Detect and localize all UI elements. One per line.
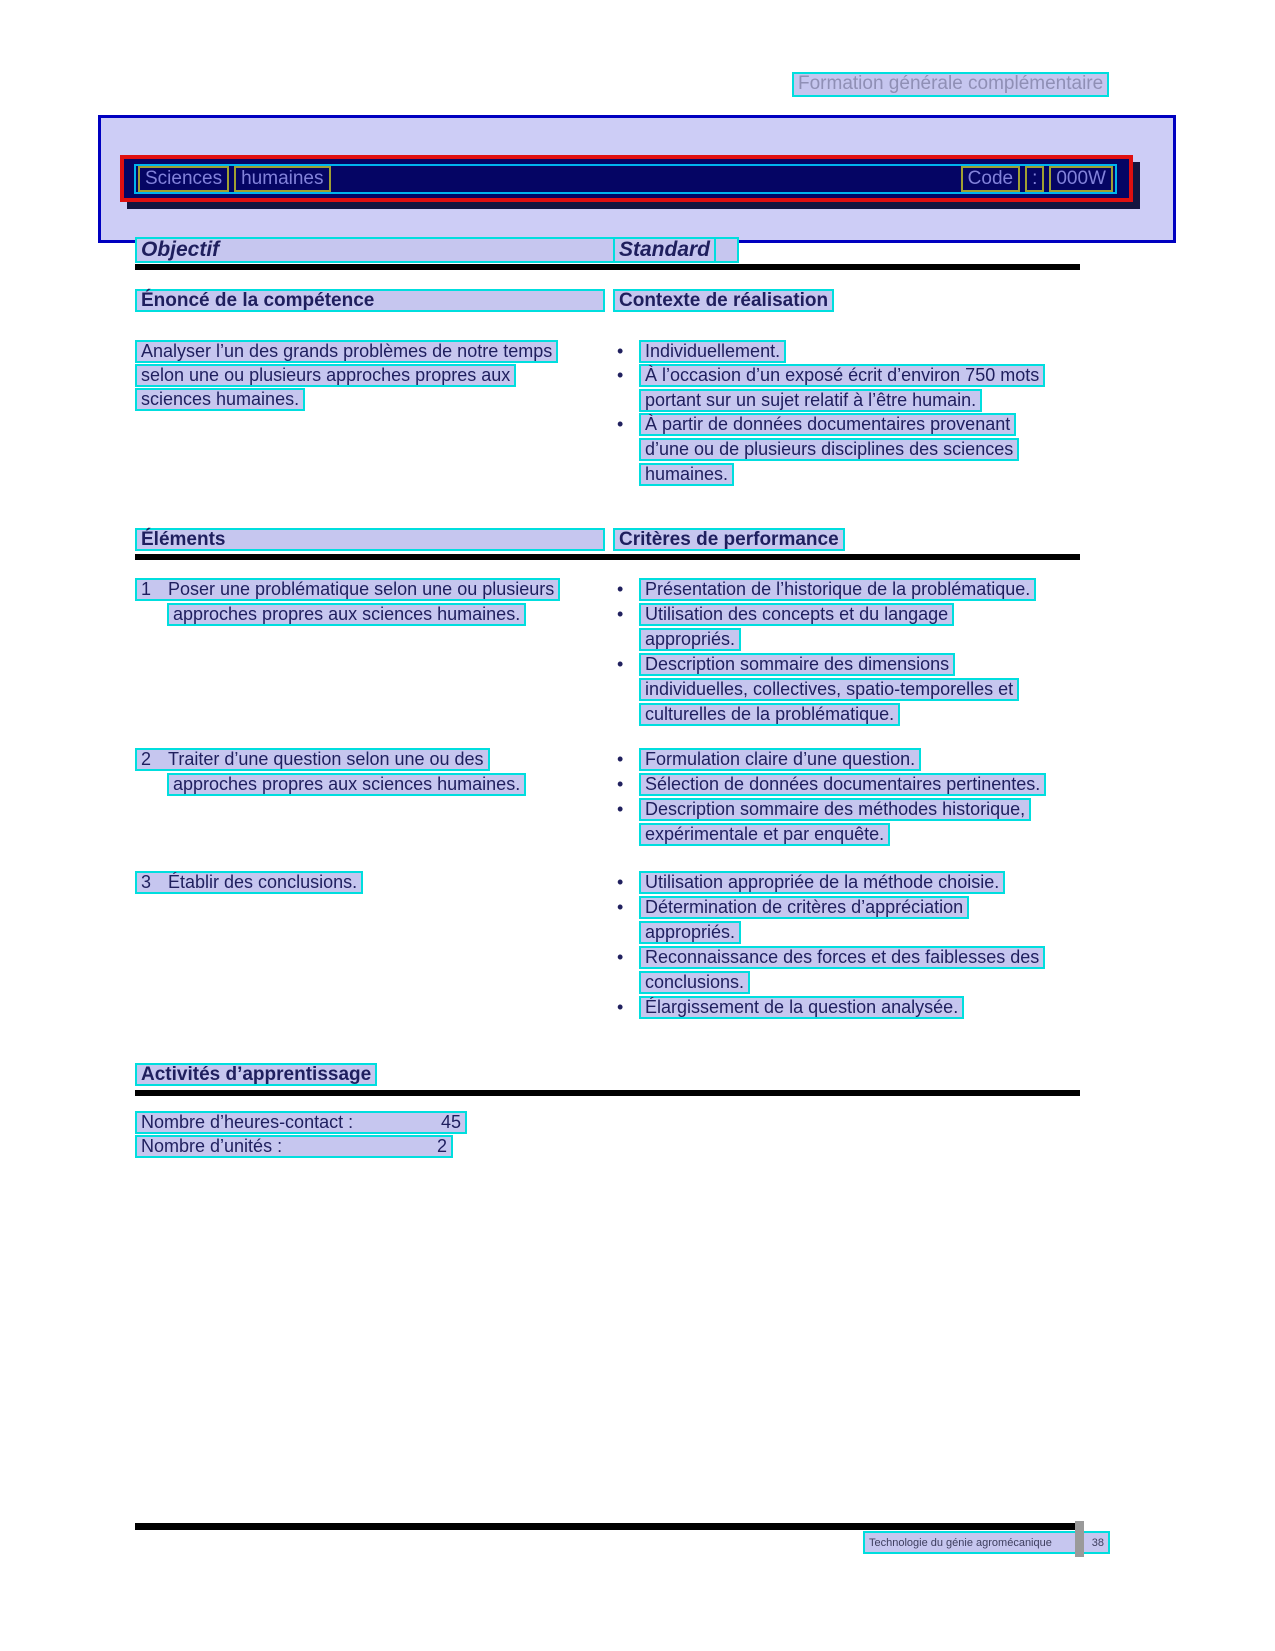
- footer-rule: [135, 1523, 1080, 1530]
- subheading-contexte: Contexte de réalisation: [613, 289, 834, 312]
- footer-program-name: Technologie du génie agromécanique: [869, 1536, 1052, 1549]
- criteria-line: Utilisation des concepts et du langage: [639, 603, 954, 626]
- bullet-icon: [617, 603, 639, 626]
- criteria-line: expérimentale et par enquête.: [639, 823, 890, 846]
- criteria-line: appropriés.: [639, 921, 741, 944]
- contexte-bullet-list: [617, 340, 1045, 486]
- criteria-line: Élargissement de la question analysée.: [639, 996, 964, 1019]
- bullet-icon: [617, 798, 639, 821]
- divider-rule: [135, 1090, 1080, 1096]
- subheading-elements: Éléments: [135, 528, 605, 551]
- element-number: 2: [141, 749, 152, 769]
- criteria-line: Description sommaire des dimensions: [639, 653, 955, 676]
- units-row: [135, 1135, 453, 1158]
- course-banner-bar: [120, 155, 1133, 202]
- bullet-item: [617, 364, 1045, 412]
- bullet-item: [617, 896, 969, 944]
- element-first-line: [135, 748, 490, 771]
- criteria-line: Description sommaire des méthodes historique,: [639, 798, 1031, 821]
- code-label: Code: [961, 166, 1020, 192]
- bullet-icon: [617, 340, 639, 363]
- bullet-icon: [617, 871, 639, 894]
- units-label: Nombre d’unités :: [141, 1136, 283, 1156]
- course-title-word: humaines: [234, 166, 330, 192]
- enonce-line: sciences humaines.: [135, 388, 305, 411]
- hours-contact-label: Nombre d’heures-contact :: [141, 1112, 354, 1132]
- bullet-icon: [617, 946, 639, 969]
- bullet-item: [617, 340, 786, 363]
- units-value: 2: [436, 1136, 447, 1156]
- criteria-line: Formulation claire d’une question.: [639, 748, 921, 771]
- footer-page-number: 38: [1091, 1536, 1104, 1549]
- criteria-line: appropriés.: [639, 628, 741, 651]
- bullet-item: [617, 603, 954, 651]
- bullet-line: À l’occasion d’un exposé écrit d’environ 750 mots: [639, 364, 1045, 387]
- bullet-line: humaines.: [639, 463, 734, 486]
- banner-panel: [98, 115, 1176, 243]
- running-head: Formation générale complémentaire: [792, 72, 1109, 97]
- bullet-item: [617, 748, 921, 771]
- bullet-icon: [617, 364, 639, 387]
- criteria-line: Utilisation appropriée de la méthode choisie.: [639, 871, 1005, 894]
- element-number: 1: [141, 579, 152, 599]
- footer: [863, 1531, 1110, 1554]
- subheading-enonce: Énoncé de la compétence: [135, 289, 605, 312]
- code-colon: :: [1025, 166, 1044, 192]
- bullet-item: [617, 653, 1019, 726]
- element-number: 3: [141, 872, 152, 892]
- element-row-3-left: [135, 871, 363, 894]
- section-marker-icon: [1075, 1521, 1084, 1557]
- element-line: Établir des conclusions.: [168, 872, 358, 892]
- enonce-paragraph: [135, 340, 558, 411]
- bullet-item: [617, 946, 1045, 994]
- bullet-item: [617, 578, 1036, 601]
- element-row-3-criteria: [617, 871, 1045, 1019]
- course-title-word: Sciences: [138, 166, 229, 192]
- element-line: Traiter d’une question selon une ou des: [168, 749, 484, 769]
- element-line: approches propres aux sciences humaines.: [167, 603, 526, 626]
- hours-contact-value: 45: [440, 1112, 461, 1132]
- element-row-1-criteria: [617, 578, 1036, 726]
- criteria-line: conclusions.: [639, 971, 750, 994]
- criteria-line: Reconnaissance des forces et des faiblesses des: [639, 946, 1045, 969]
- bullet-item: [617, 798, 1031, 846]
- bullet-icon: [617, 996, 639, 1019]
- subheading-criteres: Critères de performance: [613, 528, 845, 551]
- bullet-icon: [617, 578, 639, 601]
- bullet-line: À partir de données documentaires provenant: [639, 413, 1016, 436]
- divider-rule: [135, 264, 1080, 270]
- element-first-line: [135, 871, 363, 894]
- criteria-line: Sélection de données documentaires pertinentes.: [639, 773, 1046, 796]
- bullet-line: Individuellement.: [639, 340, 786, 363]
- criteria-line: culturelles de la problématique.: [639, 703, 900, 726]
- element-first-line: [135, 578, 560, 601]
- subheading-activites: Activités d’apprentissage: [135, 1063, 377, 1086]
- bullet-icon: [617, 653, 639, 676]
- criteria-line: Présentation de l’historique de la problématique.: [639, 578, 1036, 601]
- bullet-line: d’une ou de plusieurs disciplines des sciences: [639, 438, 1019, 461]
- banner-text-strip: [134, 164, 1117, 194]
- bullet-line: portant sur un sujet relatif à l’être humain.: [639, 389, 982, 412]
- bullet-item: [617, 871, 1005, 894]
- bullet-icon: [617, 896, 639, 919]
- enonce-line: selon une ou plusieurs approches propres aux: [135, 364, 516, 387]
- bullet-icon: [617, 413, 639, 436]
- bullet-item: [617, 413, 1019, 486]
- element-row-2-criteria: [617, 748, 1046, 846]
- course-code: 000W: [1049, 166, 1113, 192]
- element-line: Poser une problématique selon une ou plusieurs: [168, 579, 555, 599]
- enonce-line: Analyser l’un des grands problèmes de notre temps: [135, 340, 558, 363]
- element-line: approches propres aux sciences humaines.: [167, 773, 526, 796]
- criteria-line: Détermination de critères d’appréciation: [639, 896, 969, 919]
- hours-contact-row: [135, 1111, 467, 1134]
- bullet-icon: [617, 773, 639, 796]
- column-heading-objectif: Objectif: [135, 237, 739, 263]
- bullet-item: [617, 773, 1046, 796]
- element-row-2-left: [135, 748, 526, 796]
- element-row-1-left: [135, 578, 560, 626]
- criteria-line: individuelles, collectives, spatio-temporelles et: [639, 678, 1019, 701]
- bullet-icon: [617, 748, 639, 771]
- column-heading-standard: Standard: [613, 237, 716, 263]
- divider-rule: [135, 554, 1080, 560]
- bullet-item: [617, 996, 964, 1019]
